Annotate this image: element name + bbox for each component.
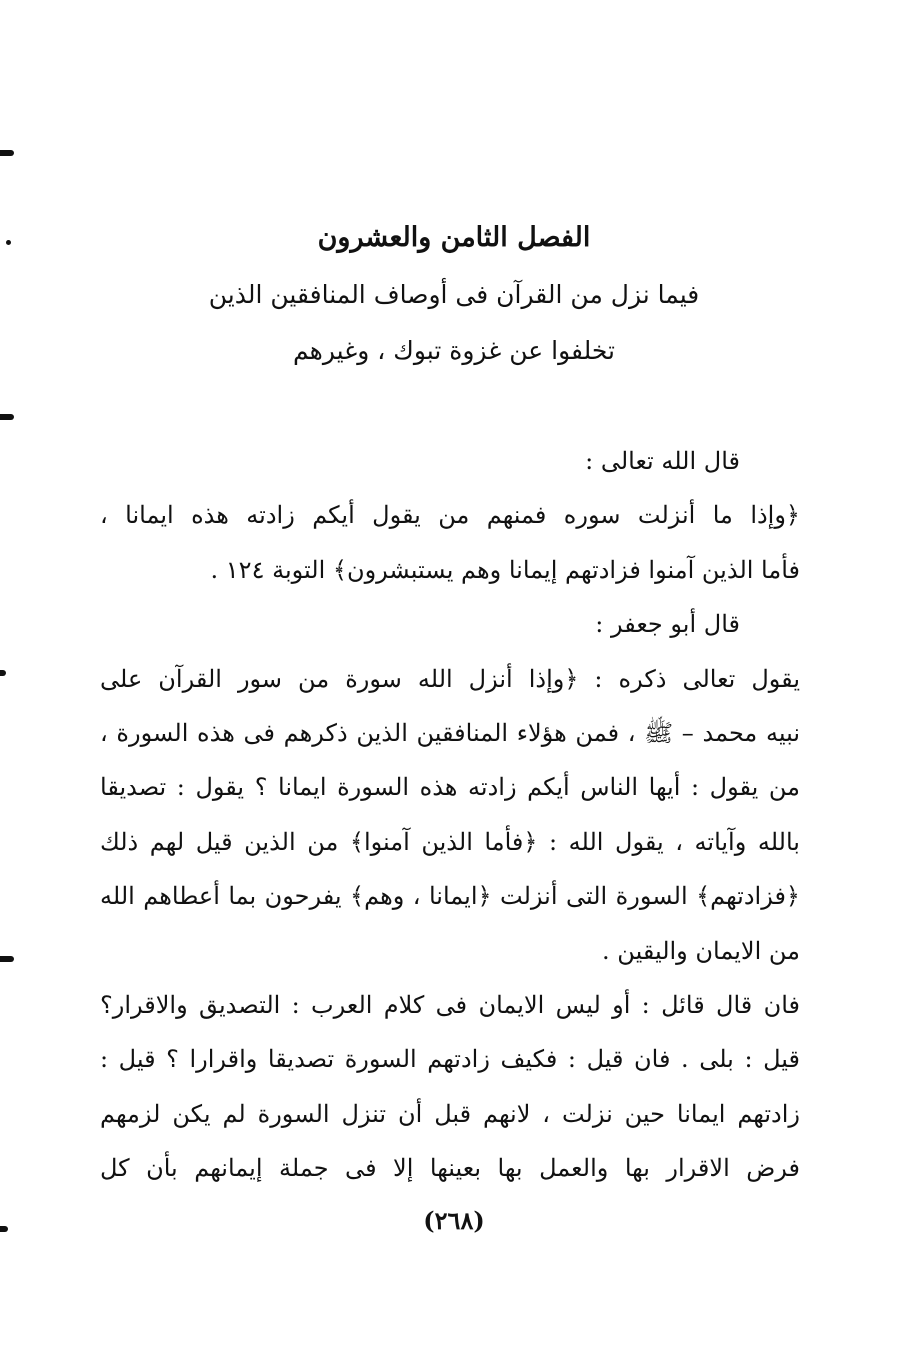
text-line: قال أبو جعفر : (595, 610, 740, 639)
margin-mark (0, 414, 14, 420)
text-line: نبيه محمد – ﷺ ، فمن هؤلاء المنافقين الذين ذكرهم فى هذه السورة ، (100, 718, 800, 747)
text-line: بالله وآياته ، يقول الله : ﴿فأما الذين آمنوا﴾ من الذين قيل لهم ذلك (100, 827, 800, 856)
text-line: من الايمان واليقين . (602, 936, 800, 965)
text-line: فأما الذين آمنوا فزادتهم إيمانا وهم يستبشرون﴾ التوبة ١٢٤ . (210, 555, 800, 584)
body-text (100, 434, 800, 1195)
text-line: زادتهم ايمانا حين نزلت ، لانهم قبل أن تنزل السورة لم يكن لزمهم (100, 1099, 800, 1128)
margin-mark (0, 150, 14, 156)
text-line: قال الله تعالى : (585, 447, 740, 475)
text-line: يقول تعالى ذكره : ﴿وإذا أنزل الله سورة من سور القرآن على (100, 664, 800, 693)
chapter-title: الفصل الثامن والعشرون (317, 222, 591, 253)
text-line: فرض الاقرار بها والعمل بها بعينها إلا فى جملة إيمانهم بأن كل (100, 1154, 800, 1183)
chapter-subtitle-line-2: تخلفوا عن غزوة تبوك ، وغيرهم (293, 336, 615, 365)
text-line: قيل : بلى . فان قيل : فكيف زادتهم السورة تصديقا واقرارا ؟ قيل : (100, 1045, 800, 1074)
text-line: ﴿وإذا ما أنزلت سوره فمنهم من يقول أيكم زادته هذه ايمانا ، (100, 501, 800, 530)
margin-mark (0, 670, 6, 676)
margin-mark (0, 956, 14, 962)
text-line: من يقول : أيها الناس أيكم زادته هذه السورة ايمانا ؟ يقول : تصديقا (100, 773, 800, 802)
text-line: فان قال قائل : أو ليس الايمان فى كلام العرب : التصديق والاقرار؟ (100, 990, 800, 1019)
chapter-subtitle-line-1: فيما نزل من القرآن فى أوصاف المنافقين الذين (208, 280, 700, 309)
text-line: ﴿فزادتهم﴾ السورة التى أنزلت ﴿ايمانا ، وهم﴾ يفرحون بما أعطاهم الله (100, 882, 800, 911)
page-number: (٢٦٨) (423, 1206, 485, 1235)
